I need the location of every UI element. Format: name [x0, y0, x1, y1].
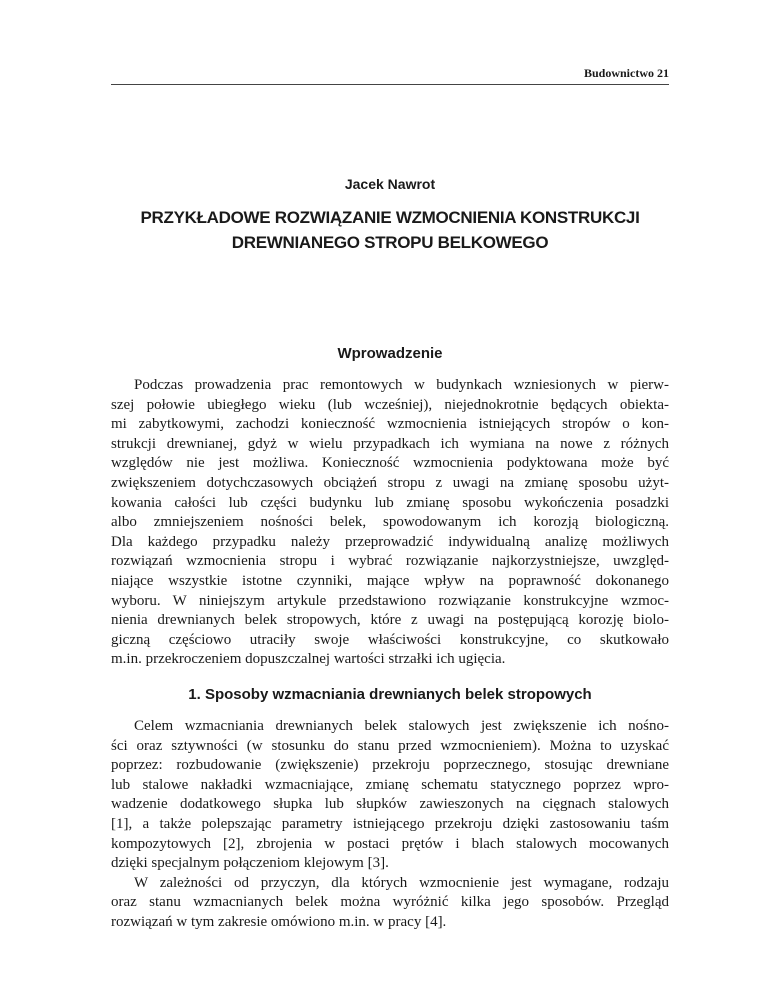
text-line: lub stalowe nakładki wzmacniające, zmianę schematu statycznego poprzez wpro-	[111, 776, 669, 793]
text-line: wadzenie dodatkowego słupka lub słupków zawieszonych na cięgnach stalowych	[111, 796, 669, 813]
text-line: rozwiązań w tym zakresie omówiono m.in. w pracy [4].	[111, 913, 447, 930]
text-line: kompozytowych [2], zbrojenia w postaci prętów i blach stalowych mocowanych	[111, 835, 669, 852]
text-line: ści oraz sztywności (w stosunku do stanu przed wzmocnieniem). Można to uzyskać	[111, 737, 669, 754]
author-name: Jacek Nawrot	[344, 176, 436, 192]
section-heading-1: 1. Sposoby wzmacniania drewnianych belek stropowych	[188, 686, 592, 703]
text-line: W zależności od przyczyn, dla których wzmocnienie jest wymagane, rodzaju	[134, 874, 669, 891]
header-rule	[111, 84, 669, 85]
text-line: względów nie jest możliwa. Konieczność wzmocnienia podyktowana może być	[111, 455, 669, 472]
text-line: poprzez: rozbudowanie (zwiększenie) przekroju poprzecznego, stosując drewniane	[111, 757, 669, 774]
intro-paragraph	[111, 376, 669, 670]
text-line: zwiększeniem dotychczasowych obciążeń stropu z uwagi na zmianę sposobu użyt-	[111, 474, 669, 491]
text-line: szej połowie ubiegłego wieku (lub wcześniej), niejednokrotnie będących obiekta-	[111, 396, 669, 413]
paper-title	[111, 205, 669, 255]
title-line: DREWNIANEGO STROPU BELKOWEGO	[231, 233, 549, 252]
running-head: Budownictwo 21	[583, 66, 669, 80]
text-line: niające wszystkie istotne czynniki, mające wpływ na poprawność dokonanego	[111, 572, 669, 589]
text-line: rozwiązań wzmocnienia stropu i wybrać rozwiązanie najkorzystniejsze, uwzględ-	[111, 553, 669, 570]
text-line: mi zabytkowymi, zachodzi konieczność wzmocnienia istniejących stropów o kon-	[111, 416, 669, 433]
text-line: [1], a także polepszając parametry istniejącego przekroju dzięki zastosowaniu taśm	[111, 815, 669, 832]
text-line: nienia drewnianych belek stropowych, które z uwagi na postępującą korozję biolo-	[111, 612, 669, 629]
text-line: dzięki specjalnym połączeniom klejowym [3].	[111, 855, 389, 872]
text-line: wyboru. W niniejszym artykule przedstawiono rozwiązanie konstrukcyjne wzmoc-	[111, 592, 669, 609]
text-line: albo zmniejszeniem nośności belek, spowodowanym ich korozją biologiczną.	[111, 514, 669, 531]
section-1-paragraph	[111, 717, 669, 933]
text-line: oraz stanu wzmacnianych belek można wyróżnić kilka jego sposobów. Przegląd	[111, 894, 669, 911]
text-line: m.in. przekroczeniem dopuszczalnej wartości strzałki ich ugięcia.	[111, 651, 506, 668]
section-heading-intro: Wprowadzenie	[337, 345, 443, 362]
text-line: Dla każdego przypadku należy przeprowadzić indywidualną analizę możliwych	[111, 533, 669, 550]
text-line: giczną częściowo utraciły swoje właściwości konstrukcyjne, co skutkowało	[111, 631, 669, 648]
text-line: kowania całości lub części budynku lub zmianę sposobu wykończenia posadzki	[111, 494, 669, 511]
title-line: PRZYKŁADOWE ROZWIĄZANIE WZMOCNIENIA KONSTRUKCJI	[140, 208, 640, 227]
text-line: Celem wzmacniania drewnianych belek stalowych jest zwiększenie ich nośno-	[134, 718, 669, 734]
text-line: strukcji drewnianej, gdyż w wielu przypadkach ich wymiana na nowe z różnych	[111, 435, 669, 452]
text-line: Podczas prowadzenia prac remontowych w budynkach wzniesionych w pierw-	[134, 377, 669, 393]
